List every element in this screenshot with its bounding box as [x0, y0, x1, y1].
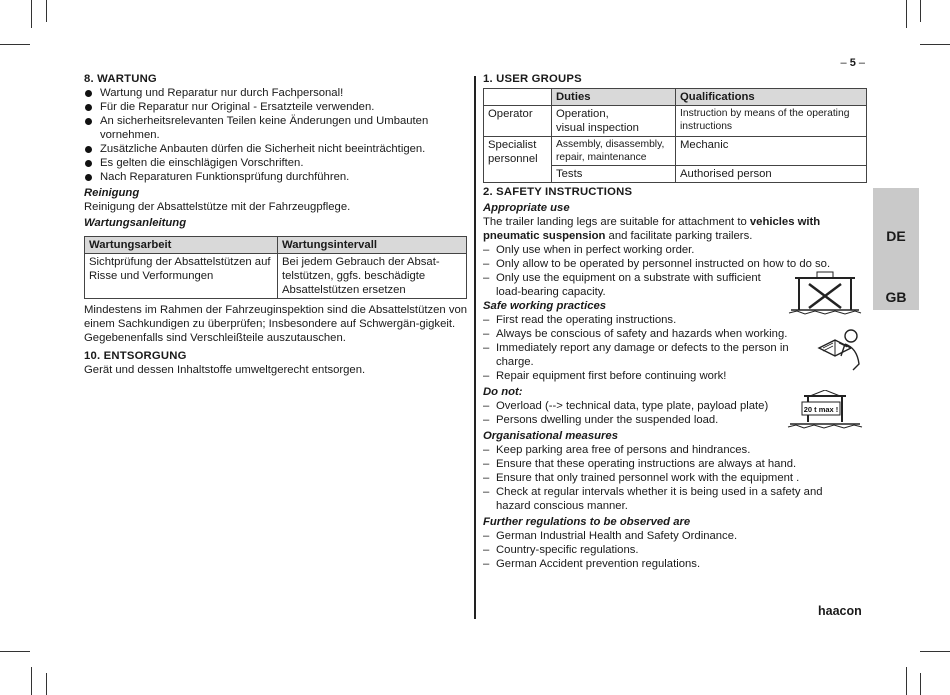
list-item: – Check at regular intervals whether it is being used in a safety and hazard conscious manner.: [483, 485, 856, 513]
crop-mark: [920, 44, 950, 45]
table-cell: Specialist personnel: [484, 137, 552, 183]
table-cell: Assembly, disassembly, repair, maintenance: [552, 137, 676, 166]
list-item: Wartung und Reparatur nur durch Fachpersonal!: [84, 86, 468, 100]
list-item: Zusätzliche Anbauten dürfen die Sicherheit nicht beeinträchtigen.: [84, 142, 468, 156]
table-cell: Operator: [484, 106, 552, 137]
table-header-cell: Wartungsarbeit: [85, 237, 278, 254]
list-item: – Repair equipment first before continuing work!: [483, 369, 867, 383]
crop-mark: [920, 0, 921, 22]
page-number-value: 5: [849, 57, 856, 69]
table-cell: Tests: [552, 166, 676, 183]
list-item: Es gelten die einschlägigen Vorschriften.: [84, 156, 468, 170]
section-title-wartung: 8. WARTUNG: [84, 73, 157, 85]
table-header-cell: Wartungsintervall: [278, 237, 467, 254]
maintenance-table: [84, 236, 467, 299]
table-cell: Bei jedem Gebrauch der Absat-telstützen, ggfs. beschädigte Absattelstützen ersetzen: [278, 254, 467, 299]
read-manual-icon: [815, 326, 865, 372]
crop-mark: [46, 0, 47, 22]
list-item: – Overload (--> technical data, type plate, payload plate): [483, 399, 867, 413]
language-tab-de[interactable]: DE: [886, 228, 906, 244]
table-row: [85, 254, 467, 299]
section-title-entsorgung: 10. ENTSORGUNG: [84, 350, 187, 362]
page-number: [820, 56, 865, 70]
crop-mark: [0, 44, 30, 45]
left-column: [84, 72, 468, 377]
further-regulations-list: [483, 529, 867, 571]
table-cell: Instruction by means of the operating instructions: [676, 106, 867, 137]
text-span: The trailer landing legs are suitable for attachment to: [483, 216, 750, 228]
table-header-row: [85, 237, 467, 254]
safe-practices-heading: Safe working practices: [483, 300, 607, 312]
list-item: – Keep parking area free of persons and hindrances.: [483, 443, 867, 457]
list-item: – Persons dwelling under the suspended load.: [483, 413, 867, 427]
list-item: – Only use when in perfect working order.: [483, 243, 867, 257]
table-header-row: [484, 89, 867, 106]
crop-mark: [920, 651, 950, 652]
crop-mark: [906, 667, 907, 695]
entsorgung-text: Gerät und dessen Inhaltstoffe umweltgerecht entsorgen.: [84, 364, 366, 376]
inspection-paragraph: Mindestens im Rahmen der Fahrzeuginspektion sind die Absattelstützen von einem Sachkundigen zu überprüfen; Insbesondere auf Schwergän-gigkeit. Gegebenenfalls sind Verschleißteile auszutauschen.: [84, 304, 468, 344]
user-groups-table: [483, 88, 867, 183]
reinigung-heading: Reinigung: [84, 187, 140, 199]
wartungsanleitung-heading: Wartungsanleitung: [84, 217, 187, 229]
list-item: – German Industrial Health and Safety Ordinance.: [483, 529, 867, 543]
list-item: An sicherheitsrelevanten Teilen keine Änderungen und Umbauten vornehmen.: [84, 114, 468, 142]
list-item: – Only allow to be operated by personnel instructed on how to do so.: [483, 257, 867, 271]
appropriate-use-heading: Appropriate use: [483, 202, 570, 214]
column-divider: [474, 76, 476, 619]
table-cell: Mechanic: [676, 137, 867, 166]
section-title-user-groups: 1. USER GROUPS: [483, 73, 582, 85]
table-cell: Sichtprüfung der Absattelstützen auf Risse und Verformungen: [85, 254, 278, 299]
section-title-safety: 2. SAFETY INSTRUCTIONS: [483, 186, 633, 198]
list-item: – Immediately report any damage or defects to the person in charge.: [483, 341, 816, 369]
organisational-measures-list: [483, 443, 867, 513]
safe-practices-list: [483, 313, 867, 383]
list-item: – First read the operating instructions.: [483, 313, 867, 327]
reinigung-text: Reinigung der Absattelstütze mit der Fahrzeugpflege.: [84, 201, 351, 213]
page-number-suffix: –: [855, 57, 865, 69]
table-row: [484, 137, 867, 166]
list-item: – Ensure that only trained personnel work with the equipment .: [483, 471, 867, 485]
crop-mark: [31, 0, 32, 28]
crop-mark: [906, 0, 907, 28]
crop-mark: [46, 673, 47, 695]
appropriate-use-text: [483, 215, 867, 243]
substrate-warning-icon: [787, 270, 863, 316]
list-item: – Country-specific regulations.: [483, 543, 867, 557]
table-header-cell: Qualifications: [676, 89, 867, 106]
list-item: – German Accident prevention regulations.: [483, 557, 867, 571]
right-column: [483, 72, 867, 571]
further-regulations-heading: Further regulations to be observed are: [483, 516, 691, 528]
table-cell: Operation, visual inspection: [552, 106, 676, 137]
crop-mark: [31, 667, 32, 695]
wartung-list: [84, 86, 468, 184]
page-number-prefix: –: [840, 57, 850, 69]
load-limit-label: 20 t max !: [803, 405, 839, 414]
crop-mark: [0, 651, 30, 652]
load-limit-icon: [786, 390, 864, 432]
list-item: – Only use the equipment on a substrate with sufficient load-bearing capacity.: [483, 271, 781, 299]
brand-logo: haacon: [818, 604, 862, 618]
list-item: – Always be conscious of safety and hazards when working.: [483, 327, 867, 341]
text-emphasis: vehicles with pneumatic suspension: [483, 216, 821, 242]
language-tabs: [873, 188, 919, 310]
table-header-cell: Duties: [552, 89, 676, 106]
table-cell: Authorised person: [676, 166, 867, 183]
organisational-measures-heading: Organisational measures: [483, 430, 618, 442]
language-tab-gb[interactable]: GB: [885, 289, 907, 305]
list-item: Nach Reparaturen Funktionsprüfung durchführen.: [84, 170, 468, 184]
table-row: [484, 106, 867, 137]
list-item: Für die Reparatur nur Original - Ersatzteile verwenden.: [84, 100, 468, 114]
list-item: – Ensure that these operating instructions are always at hand.: [483, 457, 867, 471]
table-header-cell: [484, 89, 552, 106]
do-not-heading: Do not:: [483, 386, 523, 398]
crop-mark: [920, 673, 921, 695]
text-span: and facilitate parking trailers.: [605, 230, 753, 242]
